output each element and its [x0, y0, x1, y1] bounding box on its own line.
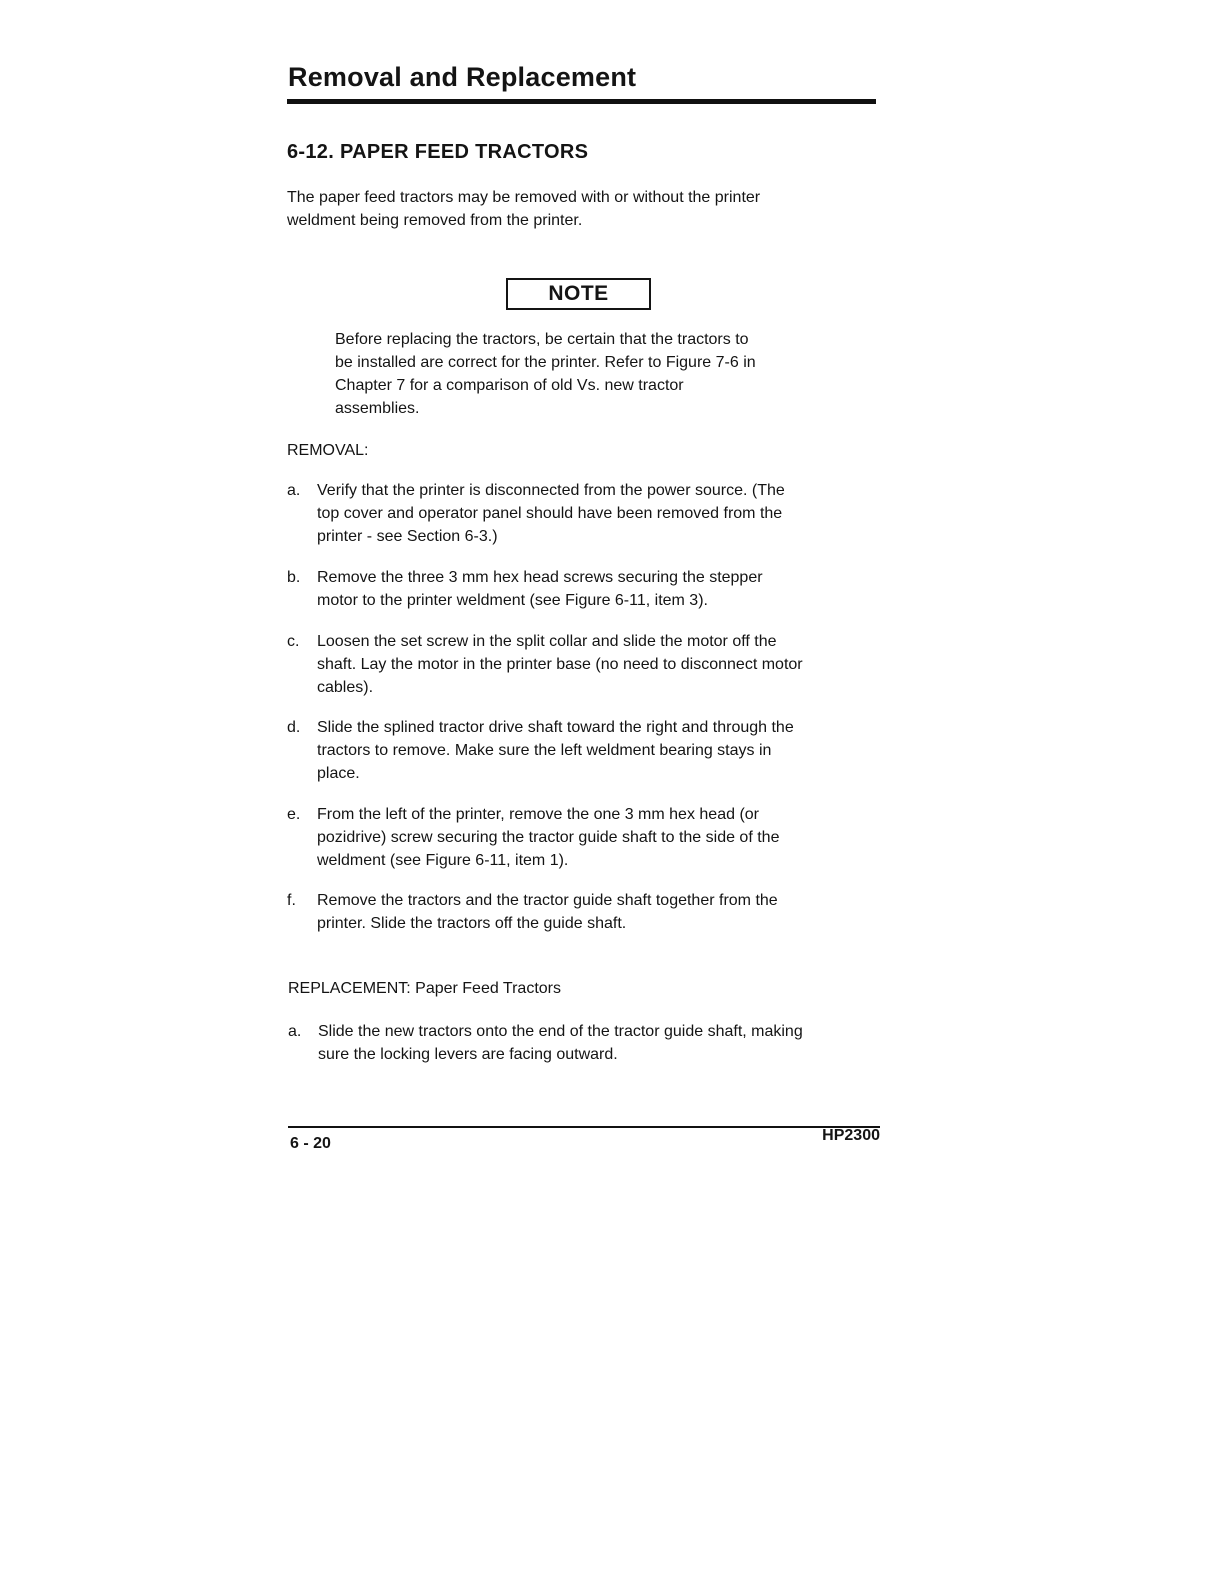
step-line: weldment (see Figure 6-11, item 1).	[317, 852, 569, 869]
note-paragraph	[335, 328, 835, 420]
step-letter: a.	[287, 482, 301, 499]
step-line: place.	[317, 765, 360, 782]
step-line: Slide the new tractors onto the end of the tractor guide shaft, making	[318, 1023, 803, 1040]
step-line: shaft. Lay the motor in the printer base (no need to disconnect motor	[317, 656, 803, 673]
step-line: Loosen the set screw in the split collar and slide the motor off the	[317, 633, 777, 650]
header-rule	[287, 99, 876, 104]
replacement-heading: REPLACEMENT: Paper Feed Tractors	[288, 980, 561, 997]
footer-rule	[288, 1126, 880, 1128]
step-text	[317, 566, 887, 612]
step-text	[317, 803, 887, 872]
step-line: top cover and operator panel should have been removed from the	[317, 505, 783, 522]
note-line: Before replacing the tractors, be certain that the tractors to	[335, 331, 749, 348]
removal-step-e	[287, 803, 887, 872]
intro-line: The paper feed tractors may be removed with or without the printer	[287, 189, 761, 206]
section-title: 6-12. PAPER FEED TRACTORS	[287, 141, 589, 163]
removal-step-d	[287, 716, 887, 785]
removal-step-f	[287, 889, 887, 935]
removal-step-c	[287, 630, 887, 699]
note-line: Chapter 7 for a comparison of old Vs. new tractor	[335, 377, 684, 394]
step-line: pozidrive) screw securing the tractor guide shaft to the side of the	[317, 829, 780, 846]
step-letter: c.	[287, 633, 300, 650]
replacement-step-a	[288, 1020, 888, 1066]
intro-line: weldment being removed from the printer.	[287, 212, 583, 229]
step-letter: f.	[287, 892, 296, 909]
step-letter: b.	[287, 569, 301, 586]
step-line: printer. Slide the tractors off the guide shaft.	[317, 915, 627, 932]
step-line: tractors to remove. Make sure the left weldment bearing stays in	[317, 742, 772, 759]
step-line: motor to the printer weldment (see Figure 6-11, item 3).	[317, 592, 708, 609]
intro-paragraph	[287, 186, 847, 232]
step-letter: e.	[287, 806, 301, 823]
step-text	[317, 630, 887, 699]
removal-step-a	[287, 479, 887, 548]
step-text	[317, 716, 887, 785]
removal-heading: REMOVAL:	[287, 442, 369, 459]
step-text	[318, 1020, 888, 1066]
step-letter: a.	[288, 1023, 302, 1040]
header-title: Removal and Replacement	[288, 62, 637, 92]
step-line: Slide the splined tractor drive shaft toward the right and through the	[317, 719, 794, 736]
step-line: Remove the three 3 mm hex head screws securing the stepper	[317, 569, 763, 586]
step-text	[317, 479, 887, 548]
note-label-box: NOTE	[506, 278, 651, 310]
step-letter: d.	[287, 719, 301, 736]
step-text	[317, 889, 887, 935]
removal-step-b	[287, 566, 887, 612]
step-line: sure the locking levers are facing outward.	[318, 1046, 618, 1063]
document-id: HP2300	[822, 1127, 880, 1144]
page-number: 6 - 20	[290, 1135, 331, 1152]
step-line: printer - see Section 6-3.)	[317, 528, 498, 545]
step-line: From the left of the printer, remove the one 3 mm hex head (or	[317, 806, 759, 823]
step-line: cables).	[317, 679, 374, 696]
step-line: Remove the tractors and the tractor guide shaft together from the	[317, 892, 778, 909]
step-line: Verify that the printer is disconnected from the power source. (The	[317, 482, 785, 499]
note-line: assemblies.	[335, 400, 420, 417]
note-line: be installed are correct for the printer. Refer to Figure 7-6 in	[335, 354, 756, 371]
